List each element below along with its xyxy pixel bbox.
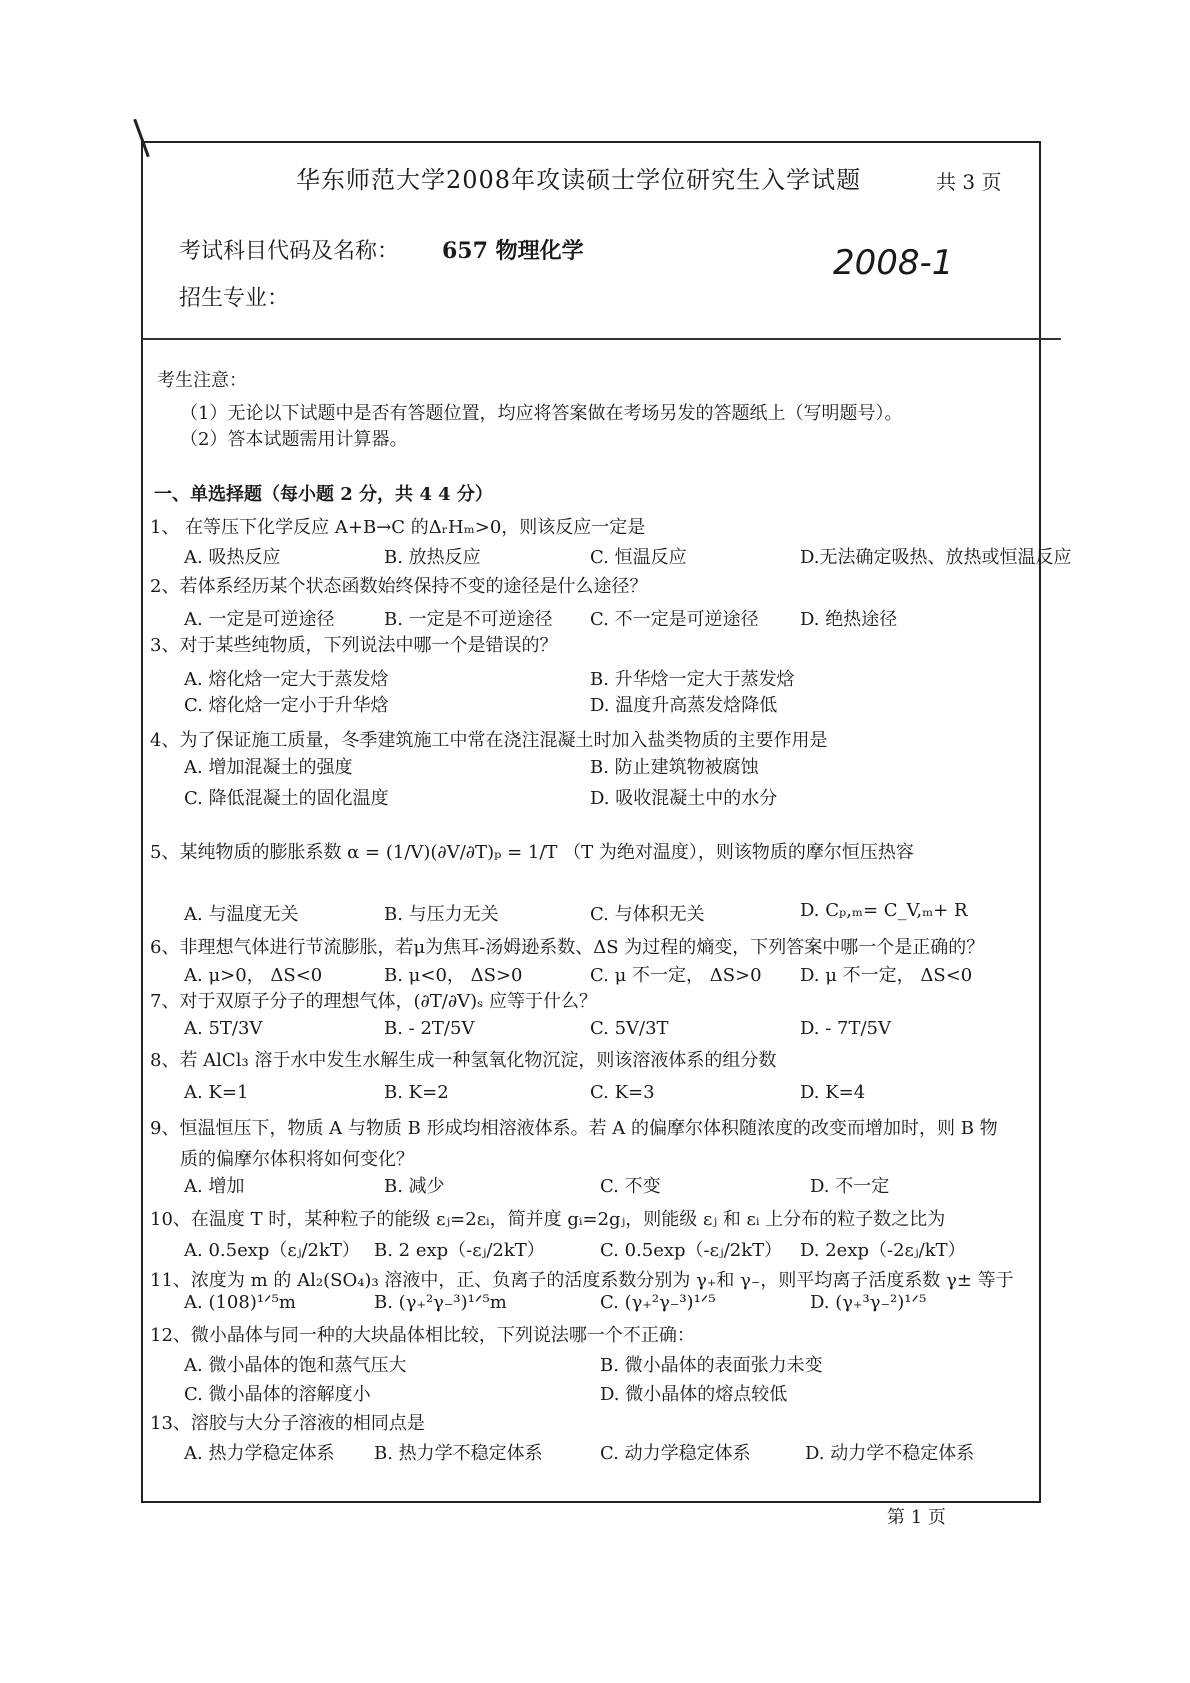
total-pages: 共 3 页 xyxy=(936,170,1002,194)
answer-option: A. 增加混凝土的强度 xyxy=(184,757,353,778)
answer-option: A. μ>0， ΔS<0 xyxy=(184,965,323,986)
exam-title: 华东师范大学2008年攻读硕士学位研究生入学试题 xyxy=(296,166,862,194)
answer-option: A. 与温度无关 xyxy=(184,904,299,925)
answer-option: C. 动力学稳定体系 xyxy=(600,1443,751,1464)
answer-option: B. - 2T/5V xyxy=(384,1018,475,1039)
answer-option: C. 与体积无关 xyxy=(590,904,705,925)
answer-option: C. 不一定是可逆途径 xyxy=(590,609,759,630)
answer-option: D.无法确定吸热、放热或恒温反应 xyxy=(800,547,1072,568)
notice-title: 考生注意： xyxy=(157,370,247,391)
answer-option: B. 放热反应 xyxy=(384,547,481,568)
answer-option: D. (γ₊³γ₋²)¹ᐟ⁵ xyxy=(810,1292,927,1313)
question-stem: 2、若体系经历某个状态函数始终保持不变的途径是什么途径？ xyxy=(150,576,648,597)
answer-option: D. 微小晶体的熔点较低 xyxy=(600,1384,788,1405)
answer-option: C. K=3 xyxy=(590,1082,655,1103)
answer-option: D. 绝热途径 xyxy=(800,609,898,630)
header-divider xyxy=(141,338,1061,340)
answer-option: C. 5V/3T xyxy=(590,1018,669,1039)
question-stem: 6、非理想气体进行节流膨胀，若μ为焦耳-汤姆逊系数、ΔS 为过程的熵变，下列答案中哪一个是正确的？ xyxy=(150,937,985,958)
answer-option: B. 减少 xyxy=(384,1176,445,1197)
question-stem: 1、 在等压下化学反应 A+B→C 的ΔᵣHₘ>0，则该反应一定是 xyxy=(150,517,646,538)
question-stem: 11、浓度为 m 的 Al₂(SO₄)₃ 溶液中，正、负离子的活度系数分别为 γ₊和 γ₋，则平均离子活度系数 γ± 等于 xyxy=(150,1270,1014,1291)
answer-option: B. 微小晶体的表面张力未变 xyxy=(600,1355,823,1376)
answer-option: A. 5T/3V xyxy=(184,1018,263,1039)
answer-option: D. μ 不一定， ΔS<0 xyxy=(800,965,973,986)
handwritten-code: 2008-1 xyxy=(833,243,954,283)
answer-option: D. 动力学不稳定体系 xyxy=(805,1443,975,1464)
answer-option: A. K=1 xyxy=(184,1082,249,1103)
question-stem: 质的偏摩尔体积将如何变化？ xyxy=(180,1149,414,1170)
subject-value: 657 物理化学 xyxy=(442,238,584,264)
answer-option: D. 不一定 xyxy=(810,1176,890,1197)
answer-option: A. 微小晶体的饱和蒸气压大 xyxy=(184,1355,407,1376)
answer-option: A. 增加 xyxy=(184,1176,245,1197)
answer-option: B. 与压力无关 xyxy=(384,904,499,925)
question-stem: 7、对于双原子分子的理想气体，(∂T/∂V)ₛ 应等于什么？ xyxy=(150,991,597,1012)
answer-option: A. 熔化焓一定大于蒸发焓 xyxy=(184,669,389,690)
answer-option: B. μ<0， ΔS>0 xyxy=(384,965,523,986)
answer-option: D. K=4 xyxy=(800,1082,866,1103)
answer-option: B. (γ₊²γ₋³)¹ᐟ⁵m xyxy=(374,1292,507,1313)
answer-option: C. 恒温反应 xyxy=(590,547,687,568)
answer-option: B. 防止建筑物被腐蚀 xyxy=(590,757,759,778)
answer-option: B. 升华焓一定大于蒸发焓 xyxy=(590,669,795,690)
question-stem: 9、恒温恒压下，物质 A 与物质 B 形成均相溶液体系。若 A 的偏摩尔体积随浓度的改变而增加时，则 B 物 xyxy=(150,1118,998,1139)
question-stem: 12、微小晶体与同一种的大块晶体相比较，下列说法哪一个不正确： xyxy=(150,1325,695,1346)
subject-label: 考试科目代码及名称： xyxy=(179,239,400,264)
answer-option: A. 0.5exp（εⱼ/2kT） xyxy=(184,1240,360,1261)
answer-option: C. 熔化焓一定小于升华焓 xyxy=(184,695,389,716)
answer-option: D. 吸收混凝土中的水分 xyxy=(590,788,778,809)
notice-item: （2）答本试题需用计算器。 xyxy=(180,429,408,450)
answer-option: C. 降低混凝土的固化温度 xyxy=(184,788,389,809)
question-stem: 8、若 AlCl₃ 溶于水中发生水解生成一种氢氧化物沉淀，则该溶液体系的组分数 xyxy=(150,1050,777,1071)
answer-option: B. 热力学不稳定体系 xyxy=(374,1443,543,1464)
question-stem: 13、溶胶与大分子溶液的相同点是 xyxy=(150,1413,425,1434)
answer-option: B. 2 exp（-εⱼ/2kT） xyxy=(374,1240,545,1261)
answer-option: C. 0.5exp（-εⱼ/2kT） xyxy=(600,1240,783,1261)
answer-option: C. (γ₊²γ₋³)¹ᐟ⁵ xyxy=(600,1292,716,1313)
section-title: 一、单选择题（每小题 2 分，共 4 4 分） xyxy=(154,484,493,505)
major-label: 招生专业： xyxy=(179,286,290,311)
answer-option: D. 2exp（-2εⱼ/kT） xyxy=(800,1240,966,1261)
question-stem: 4、为了保证施工质量，冬季建筑施工中常在浇注混凝土时加入盐类物质的主要作用是 xyxy=(150,730,828,751)
question-stem: 3、对于某些纯物质，下列说法中哪一个是错误的？ xyxy=(150,635,558,656)
page-number: 第 1 页 xyxy=(887,1507,946,1528)
answer-option: B. K=2 xyxy=(384,1082,449,1103)
answer-option: A. 热力学稳定体系 xyxy=(184,1443,335,1464)
answer-option: D. - 7T/5V xyxy=(800,1018,892,1039)
answer-option: C. 微小晶体的溶解度小 xyxy=(184,1384,371,1405)
answer-option: D. 温度升高蒸发焓降低 xyxy=(590,695,778,716)
question-stem: 10、在温度 T 时，某种粒子的能级 εⱼ=2εᵢ，简并度 gᵢ=2gⱼ，则能级 εⱼ 和 εᵢ 上分布的粒子数之比为 xyxy=(150,1209,946,1230)
answer-option: C. 不变 xyxy=(600,1176,661,1197)
question-stem: 5、某纯物质的膨胀系数 α = (1/V)(∂V/∂T)ₚ = 1/T （T 为绝对温度），则该物质的摩尔恒压热容 xyxy=(150,842,914,863)
notice-item: （1）无论以下试题中是否有答题位置，均应将答案做在考场另发的答题纸上（写明题号）。 xyxy=(180,403,903,424)
answer-option: A. 一定是可逆途径 xyxy=(184,609,335,630)
answer-option: A. 吸热反应 xyxy=(184,547,281,568)
answer-option: C. μ 不一定， ΔS>0 xyxy=(590,965,762,986)
answer-option: A. (108)¹ᐟ⁵m xyxy=(184,1292,296,1313)
answer-option: B. 一定是不可逆途径 xyxy=(384,609,553,630)
answer-option: D. Cₚ,ₘ= C_V,ₘ+ R xyxy=(800,900,968,921)
